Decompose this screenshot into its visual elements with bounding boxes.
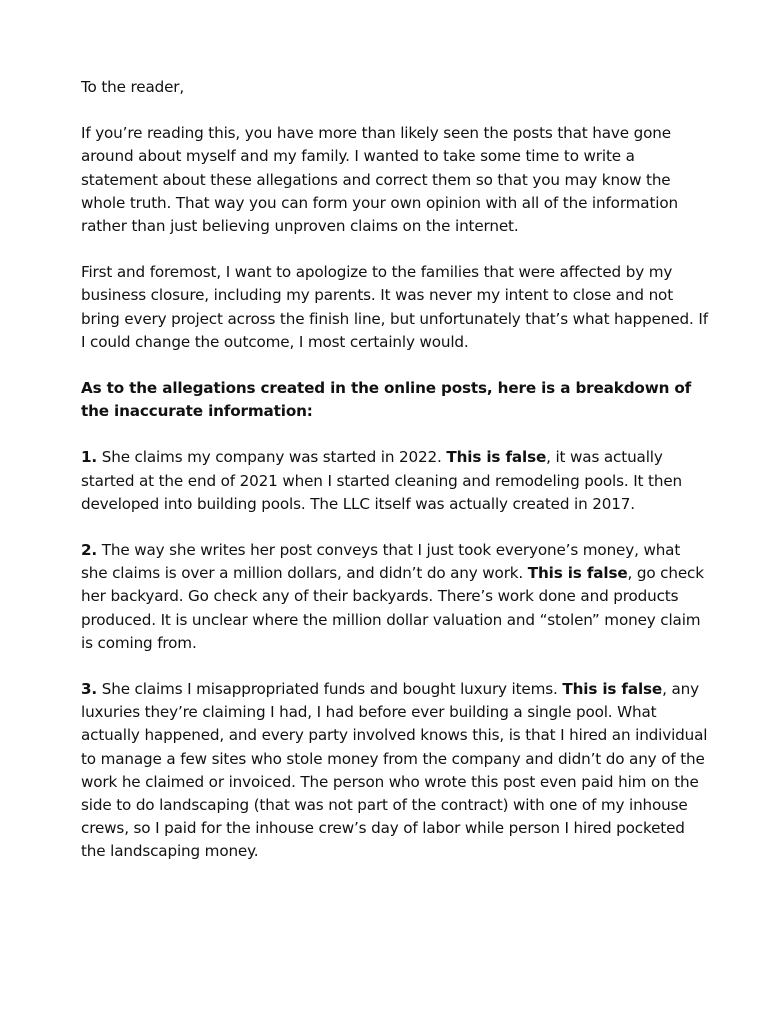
item-text-before: The way she writes her post conveys that I just took everyone’s money, what she claims is over a million dollars, and didn’t do any work.: [81, 541, 681, 583]
apology-paragraph: First and foremost, I want to apologize to the families that were affected by my business closure, including my parents. It was never my intent to close and not bring every project across the finish line, but unfortunately that’s what happened. If I could change the outcome, I most certainly would.: [81, 263, 708, 351]
allegation-item-1: [81, 446, 708, 516]
item-text-after: , go check her backyard. Go check any of their backyards. There’s work done and products produced. It is unclear where the million dollar valuation and “stolen” money claim is coming from.: [81, 564, 704, 652]
intro-paragraph: If you’re reading this, you have more than likely seen the posts that have gone around about myself and my family. I wanted to take some time to write a statement about these allegations and correct them so that you may know the whole truth. That way you can form your own opinion with all of the information rather than just believing unproven claims on the internet.: [81, 124, 678, 236]
item-emphasis: This is false: [446, 448, 547, 467]
item-text-after: , any luxuries they’re claiming I had, I had before ever building a single pool. What actually happened, and every party involved knows this, is that I hired an individual to manage a few sites who stole money from the company and didn’t do any of the work he claimed or invoiced. The person who wrote this post even paid him on the side to do landscaping (that was not part of the contract) with one of my inhouse crews, so I paid for the inhouse crew’s day of labor while person I hired pocketed the landscaping money.: [81, 680, 708, 861]
salutation: To the reader,: [81, 78, 185, 96]
item-text-before: She claims my company was started in 2022.: [97, 448, 447, 467]
item-text-after: , it was actually started at the end of 2021 when I started cleaning and remodeling pools. It then developed into building pools. The LLC itself was actually created in 2017.: [81, 448, 682, 513]
breakdown-heading: [81, 377, 708, 423]
item-number: 1.: [81, 448, 98, 467]
breakdown-heading-text: As to the allegations created in the online posts, here is a breakdown of the inaccurate information:: [81, 379, 692, 421]
item-emphasis: This is false: [562, 680, 663, 699]
item-emphasis: This is false: [527, 564, 628, 583]
item-number: 3.: [81, 680, 98, 699]
allegation-item-2: [81, 539, 708, 655]
item-number: 2.: [81, 541, 98, 560]
allegation-item-3: [81, 678, 708, 864]
item-text-before: She claims I misappropriated funds and bought luxury items.: [97, 680, 563, 699]
